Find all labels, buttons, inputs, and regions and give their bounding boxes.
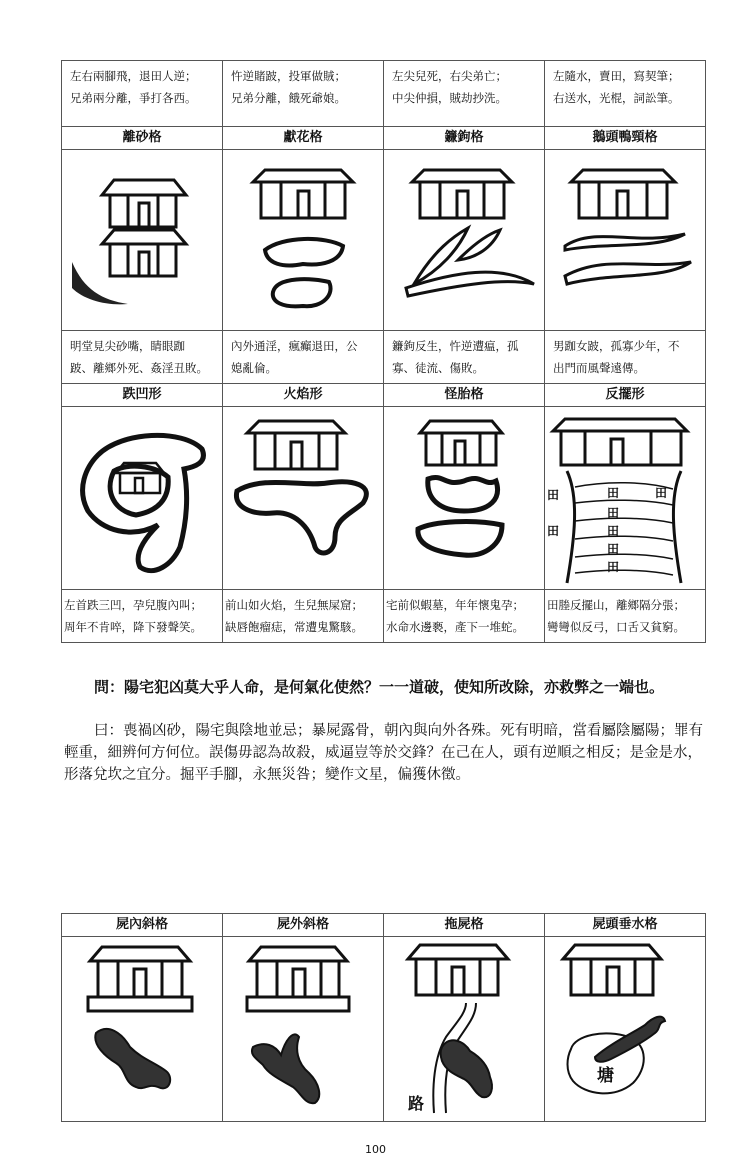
- verse-cell: 田塍反擺山，離鄉隔分張； 彎彎似反弓，口舌又貧窮。: [545, 590, 706, 643]
- hollow-mountain-shape: [83, 435, 204, 570]
- house-icon: [571, 170, 675, 218]
- verse-cell: 左隨水，賣田，寫契筆； 右送水，光棍，詞訟筆。: [545, 61, 706, 127]
- xianhua-diagram: [223, 150, 384, 331]
- verse-cell: 忤逆賭跛，投軍做賊； 兄弟分離，餓死爺娘。: [223, 61, 384, 127]
- sharp-sand-shape: [72, 262, 128, 304]
- header-liangou: 鐮鉤格: [384, 127, 545, 150]
- corpse-shape: [595, 1017, 665, 1062]
- header-huoyan: 火焰形: [223, 384, 384, 407]
- house-icon: [253, 170, 353, 218]
- corpse-shape: [252, 1034, 319, 1103]
- flower-shape: [265, 239, 343, 266]
- verse-cell: 左右兩腳飛，退田人逆； 兄弟兩分離，爭打各西。: [62, 61, 223, 127]
- header-etou: 鵝頭鴨頸格: [545, 127, 706, 150]
- field-label: 田: [607, 542, 620, 556]
- house-icon: [247, 421, 345, 469]
- deformed-fetus-shape: [418, 522, 502, 556]
- lisha-diagram: [62, 150, 223, 331]
- shineixie-diagram: [62, 937, 223, 1122]
- house-icon: [88, 947, 192, 1011]
- header-xianhua: 獻花格: [223, 127, 384, 150]
- verse-cell: 鐮鉤反生，忤逆遭瘟，孤 寡、徒流、傷敗。: [384, 331, 545, 384]
- tuoshi-diagram: [384, 937, 545, 1122]
- field-label: 田: [547, 524, 560, 538]
- huoyan-diagram: [223, 407, 384, 590]
- flame-shape: [236, 482, 366, 553]
- field-label: 田: [655, 486, 668, 500]
- diagram-table-1: [61, 60, 706, 643]
- verse-cell: 前山如火焰，生兒無屎窟； 缺唇飽瘤痣，常遭鬼驚駭。: [223, 590, 384, 643]
- header-shineixie: 屍內斜格: [62, 914, 223, 937]
- field-label: 田: [547, 488, 560, 502]
- corpse-shape: [95, 1029, 170, 1088]
- dieao-diagram: [62, 407, 223, 590]
- house-icon: [102, 230, 186, 276]
- header-fanbai: 反擺形: [545, 384, 706, 407]
- corpse-shape: [441, 1040, 492, 1097]
- verse-cell: 男跏女跛，孤寡少年，不 出門而風聲遠傳。: [545, 331, 706, 384]
- house-icon: [553, 419, 687, 465]
- fanbai-diagram: [545, 407, 706, 590]
- verse-cell: 內外通淫，瘋癲退田，公 媳亂倫。: [223, 331, 384, 384]
- flower-shape: [273, 279, 331, 306]
- header-tuoshi: 拖屍格: [384, 914, 545, 937]
- house-icon: [563, 945, 661, 995]
- verse-cell: 宅前似蝦墓，年年懷鬼孕； 水命水邊褻，產下一堆蛇。: [384, 590, 545, 643]
- house-icon: [412, 170, 512, 218]
- header-lisha: 離砂格: [62, 127, 223, 150]
- pond-label: 塘: [597, 1066, 614, 1086]
- page-number: 100: [365, 1143, 386, 1156]
- header-guaitai: 怪胎格: [384, 384, 545, 407]
- header-dieao: 跌凹形: [62, 384, 223, 407]
- field-label: 田: [607, 524, 620, 538]
- liangou-diagram: [384, 150, 545, 331]
- question-paragraph: 問：陽宅犯凶莫大乎人命，是何氣化使然？一一道破，使知所改除，亦救弊之一端也。: [94, 678, 665, 696]
- house-icon: [247, 947, 349, 1011]
- verse-cell: 左尖兒死，右尖弟亡； 中尖仲損，賊劫抄洗。: [384, 61, 545, 127]
- diagram-table-2: [61, 913, 706, 1122]
- field-label: 田: [607, 506, 620, 520]
- goose-neck-shape: [565, 234, 685, 250]
- shitou-diagram: [545, 937, 706, 1122]
- etou-diagram: [545, 150, 706, 331]
- answer-paragraph: 曰：喪禍凶砂，陽宅與陰地並忌；暴屍露骨，朝內與向外各殊。死有明暗，當看屬陰屬陽；罪有輕重，細辨何方何位。誤傷毋認為故殺，威逼豈等於交鋒？在己在人，頭有逆順之相反；是金是水，形落兌坎之宜分。掘平手腳，永無災咎；變作文星，偏獲休徵。: [64, 723, 703, 783]
- duck-neck-shape: [565, 262, 691, 284]
- road-label: 路: [408, 1094, 425, 1113]
- field-label: 田: [607, 560, 620, 574]
- verse-cell: 左首跌三凹，孕兒腹內叫； 周年不肯啐，降下發聲笑。: [62, 590, 223, 643]
- house-icon: [408, 945, 508, 995]
- house-icon: [102, 180, 186, 227]
- header-shitou: 屍頭垂水格: [545, 914, 706, 937]
- shiwaixie-diagram: [223, 937, 384, 1122]
- house-icon: [420, 421, 502, 465]
- deformed-fetus-shape: [428, 477, 498, 511]
- guaitai-diagram: [384, 407, 545, 590]
- field-label: 田: [607, 486, 620, 500]
- verse-cell: 明堂見尖砂嘴，睛眼跏 跛、離鄉外死、姦淫丑敗。: [62, 331, 223, 384]
- header-shiwaixie: 屍外斜格: [223, 914, 384, 937]
